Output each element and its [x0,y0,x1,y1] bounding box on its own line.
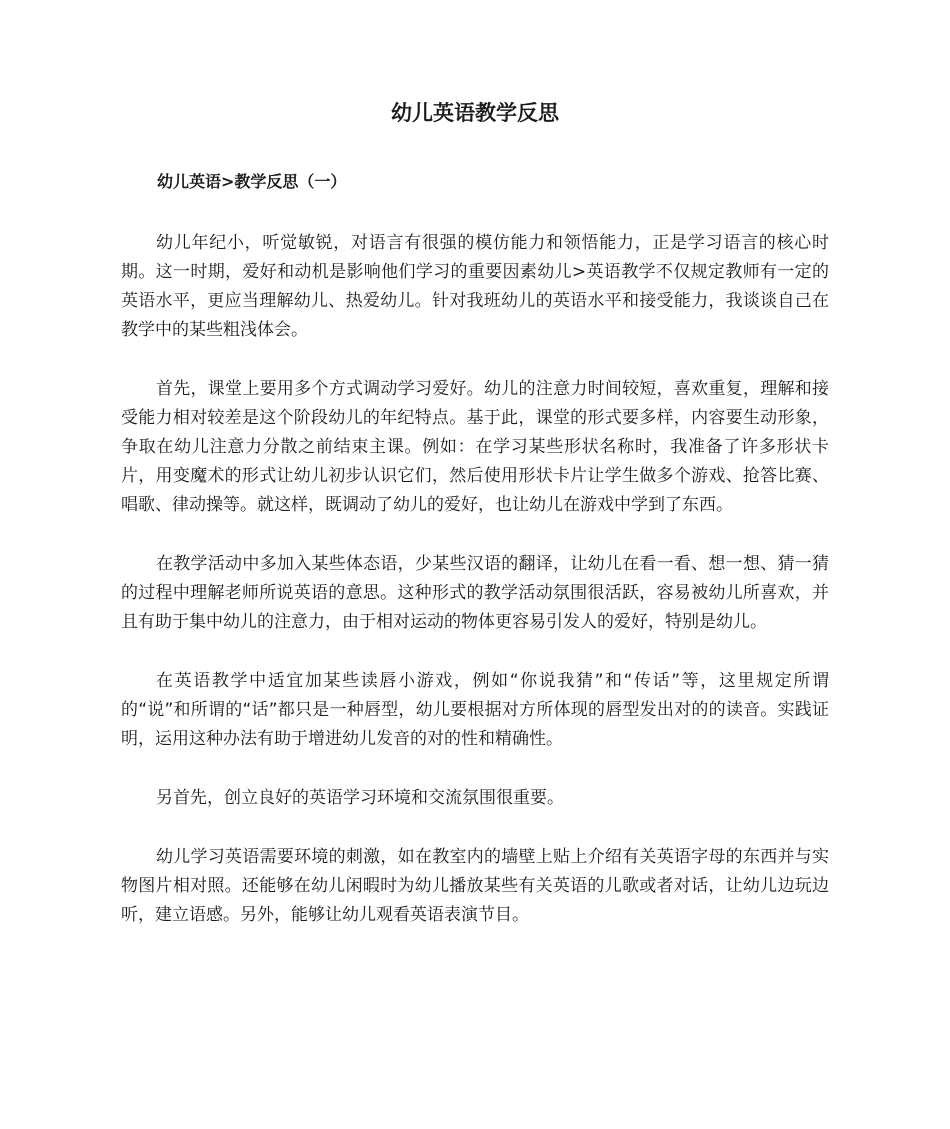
document-title: 幼儿英语教学反思 [391,101,559,125]
paragraph-6: 幼儿学习英语需要环境的刺激，如在教室内的墙壁上贴上介绍有关英语字母的东西并与实物图片相对照。还能够在幼儿闲暇时为幼儿播放某些有关英语的儿歌或者对话，让幼儿边玩边听，建立语感。另外，能够让幼儿观看英语表演节目。 [121,847,829,925]
paragraph-4: 在英语教学中适宜加某些读唇小游戏，例如“你说我猜”和“传话”等，这里规定所谓的“说”和所谓的“话”都只是一种唇型，幼儿要根据对方所体现的唇型发出对的的读音。实践证明，运用这种办法有助于增进幼儿发音的对的性和精确性。 [121,671,829,749]
paragraph-5: 另首先，创立良好的英语学习环境和交流氛围很重要。 [156,788,564,808]
section-heading: 幼儿英语>教学反思（一） [157,172,347,191]
document-body [121,229,829,960]
paragraph-1: 幼儿年纪小，听觉敏锐，对语言有很强的模仿能力和领悟能力，正是学习语言的核心时期。这一时期，爱好和动机是影响他们学习的重要因素幼儿>英语教学不仅规定教师有一定的英语水平，更应当理解幼儿、热爱幼儿。针对我班幼儿的英语水平和接受能力，我谈谈自己在教学中的某些粗浅体会。 [121,233,829,340]
paragraph-2: 首先，课堂上要用多个方式调动学习爱好。幼儿的注意力时间较短，喜欢重复，理解和接受能力相对较差是这个阶段幼儿的年纪特点。基于此，课堂的形式要多样，内容要生动形象，争取在幼儿注意力分散之前结束主课。例如：在学习某些形状名称时，我准备了许多形状卡片，用变魔术的形式让幼儿初步认识它们，然后使用形状卡片让学生做多个游戏、抢答比赛、唱歌、律动操等。就这样，既调动了幼儿的爱好，也让幼儿在游戏中学到了东西。 [121,379,829,515]
paragraph-3: 在教学活动中多加入某些体态语，少某些汉语的翻译，让幼儿在看一看、想一想、猜一猜的过程中理解老师所说英语的意思。这种形式的教学活动氛围很活跃，容易被幼儿所喜欢，并且有助于集中幼儿的注意力，由于相对运动的物体更容易引发人的爱好，特别是幼儿。 [121,554,829,632]
